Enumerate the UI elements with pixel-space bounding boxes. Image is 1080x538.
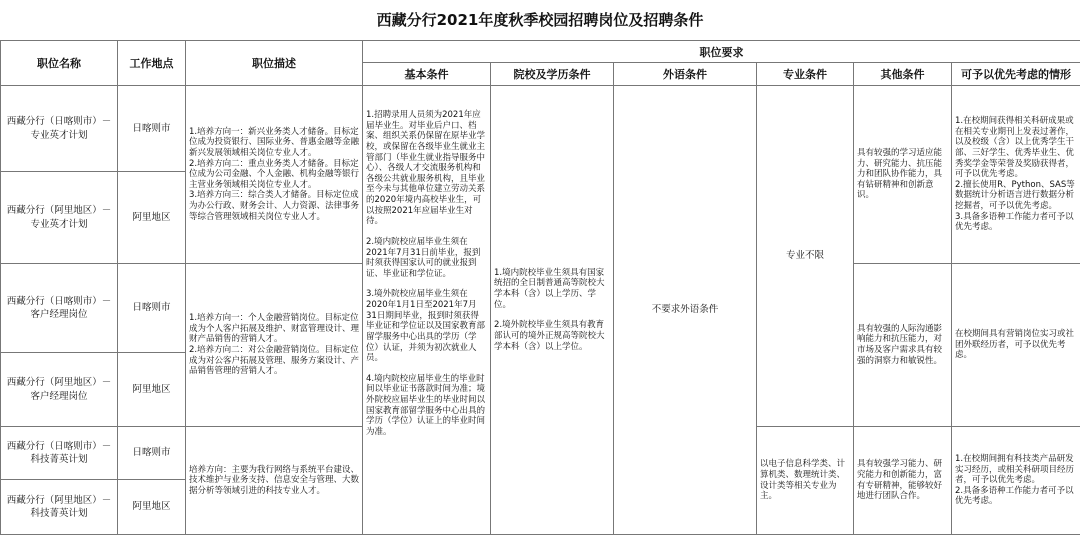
header-priority: 可予以优先考虑的情形 [952,63,1080,86]
description-talent [186,86,363,264]
position-name: 西藏分行（阿里地区）－专业英才计划 [1,172,118,264]
description-item: 3.培养方向三：综合类人才储备。目标定位成为办公行政、财务会计、人力资源、法律事务等综合管理领域相关岗位专业人才。 [189,190,360,222]
priority-item: 3.具备多语种工作能力者可予以优先考虑。 [955,211,1074,233]
education-item: 1.境内院校毕业生须具有国家统招的全日制普通高等院校大学本科（含）以上学历、学位。 [494,267,605,310]
header-position-name: 职位名称 [1,41,118,86]
position-location: 阿里地区 [118,353,186,427]
position-location: 日喀则市 [118,427,186,480]
header-other: 其他条件 [854,63,952,86]
priority-talent [952,86,1080,264]
other-talent: 具有较强的学习适应能力、研究能力、抗压能力和团队协作能力，具有钻研精神和创新意识。 [854,86,952,264]
basic-item: 4.境内院校应届毕业生的毕业时间以毕业证书落款时间为准；境外院校应届毕业生的毕业时间以国家教育部留学服务中心出具的学历（学位）认证上的毕业时间为准。 [366,373,486,437]
priority-item: 1.在校期间获得相关科研成果或在相关专业期刊上发表过著作，以及校级（含）以上优秀学生干部、三好学生、优秀毕业生、优秀奖学金等荣誉及奖励获得者，可予以优先考虑。 [955,116,1075,180]
position-name: 西藏分行（日喀则市）－客户经理岗位 [1,264,118,353]
description-manager [186,264,363,427]
position-name: 西藏分行（阿里地区）－科技菁英计划 [1,480,118,535]
header-major: 专业条件 [757,63,854,86]
education-item: 2.境外院校毕业生须具有教育部认可的境外正规高等院校大学本科（含）以上学位。 [494,320,605,352]
basic-conditions [363,86,491,535]
language-condition: 不要求外语条件 [614,86,757,535]
other-manager: 具有较强的人际沟通影响能力和抗压能力，对市场及客户需求具有较强的洞察力和敏锐性。 [854,264,952,427]
education-conditions [491,86,614,535]
major-tech: 以电子信息科学类、计算机类、数理统计类、设计类等相关专业为主。 [757,427,854,535]
description-item: 2.培养方向二：对公金融营销岗位。目标定位成为对公客户拓展及管理、服务方案设计、产品销售管理的营销人才。 [189,345,360,377]
description-tech: 培养方向：主要为我行网络与系统平台建设、技术维护与业务支持、信息安全与管理、大数据分析等领域引进的科技专业人才。 [186,427,363,535]
position-name: 西藏分行（阿里地区）－客户经理岗位 [1,353,118,427]
priority-tech [952,427,1080,535]
position-location: 日喀则市 [118,264,186,353]
basic-item: 1.招聘录用人员须为2021年应届毕业生。对毕业后户口、档案、组织关系仍保留在原毕业学校，或保留在各级毕业生就业主管部门（毕业生就业指导服务中心）、各级人才交流服务机构和各级公共就业服务机构，且毕业至今未与其他单位建立劳动关系的2020年境内高校毕业生，可以按照2021年应届毕业生对待。 [366,110,486,227]
header-description: 职位描述 [186,41,363,86]
description-item: 1.培养方向一：新兴业务类人才储备。目标定位成为投资银行、国际业务、普惠金融等金融新兴发展领域相关岗位专业人才。 [189,126,360,158]
recruitment-table [0,40,1080,535]
other-tech: 具有较强学习能力、研究能力和创新能力，富有专研精神，能够较好地进行团队合作。 [854,427,952,535]
basic-item: 3.境外院校应届毕业生须在2020年1月1日至2021年7月31日期间毕业，报到时须获得毕业证和学位证以及国家教育部留学服务中心出具的学历（学位）认证，并须为初次就业人员。 [366,289,486,364]
table-row [1,86,1080,172]
description-item: 1.培养方向一：个人金融营销岗位。目标定位成为个人客户拓展及维护、财富管理设计、理财产品销售的营销人才。 [189,313,360,345]
position-name: 西藏分行（日喀则市）－科技菁英计划 [1,427,118,480]
description-item: 2.培养方向二：重点业务类人才储备。目标定位成为公司金融、个人金融、机构金融等银行主营业务领域相关岗位专业人才。 [189,158,360,190]
priority-manager: 在校期间具有营销岗位实习或社团外联经历者，可予以优先考虑。 [952,264,1080,427]
position-location: 日喀则市 [118,86,186,172]
major-general: 专业不限 [757,86,854,427]
priority-item: 1.在校期间拥有科技类产品研发实习经历，或相关科研项目经历者，可予以优先考虑。 [955,453,1075,486]
priority-item: 2.擅长使用R、Python、SAS等数据统计分析语言进行数据分析挖掘者，可予以优先考虑。 [955,179,1075,212]
header-location: 工作地点 [118,41,186,86]
page-title: 西藏分行2021年度秋季校园招聘岗位及招聘条件 [376,11,704,29]
position-location: 阿里地区 [118,480,186,535]
header-requirements: 职位要求 [363,41,1080,63]
priority-item: 2.具备多语种工作能力者可予以优先考虑。 [955,485,1074,507]
header-basic: 基本条件 [363,63,491,86]
header-education: 院校及学历条件 [491,63,614,86]
position-location: 阿里地区 [118,172,186,264]
basic-item: 2.境内院校应届毕业生须在2021年7月31日前毕业，报到时须获得国家认可的就业报到证、毕业证和学位证。 [366,236,481,279]
header-language: 外语条件 [614,63,757,86]
position-name: 西藏分行（日喀则市）－专业英才计划 [1,86,118,172]
